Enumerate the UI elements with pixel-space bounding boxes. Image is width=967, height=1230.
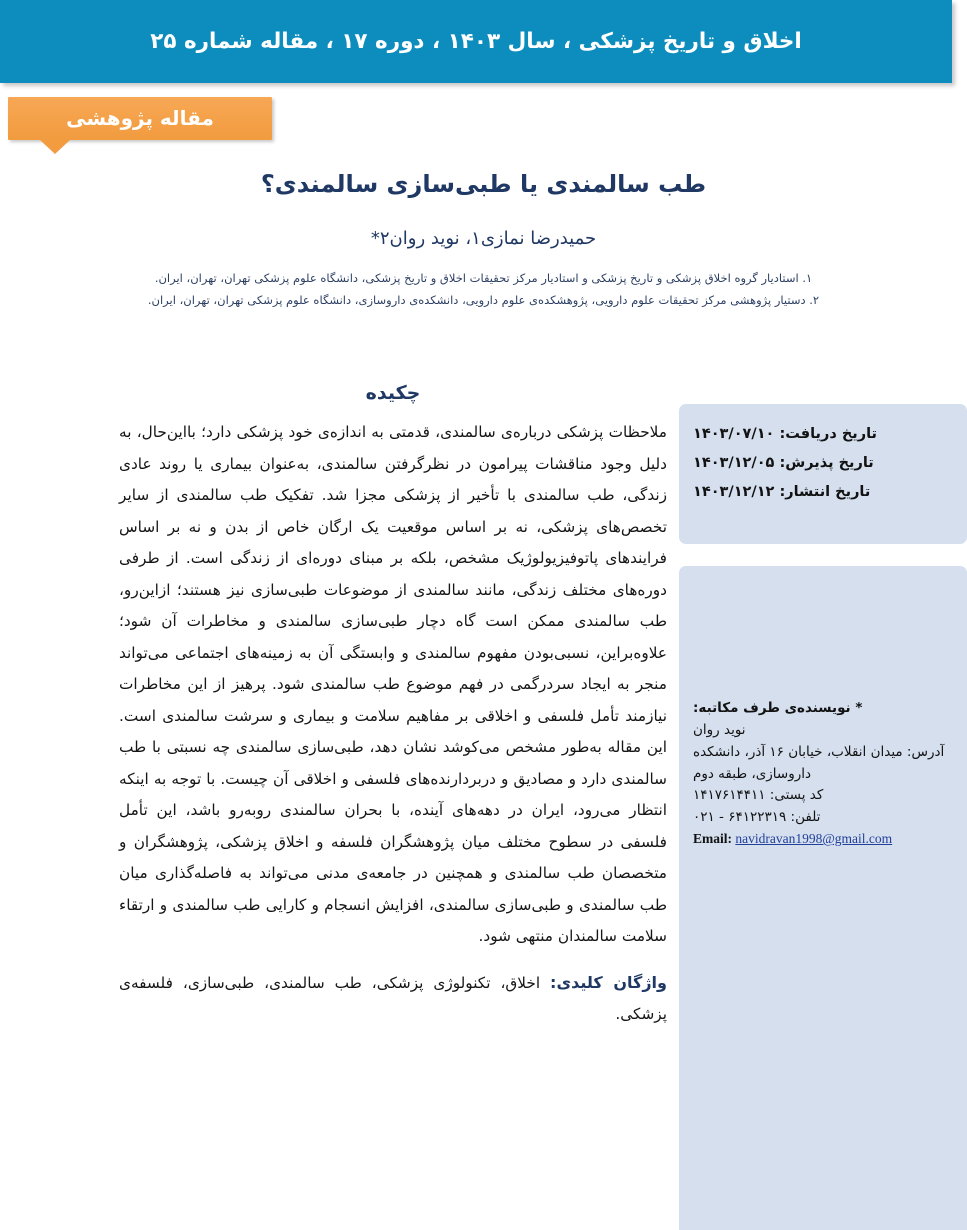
keywords-label: واژگان کلیدی: [550,972,667,992]
corresponding-author-name: نوید روان [693,721,746,738]
correspondence-panel [679,566,967,1230]
keywords-list: اخلاق، تکنولوژی پزشکی، طب سالمندی، طبی‌سازی، فلسفه‌ی پزشکی. [119,973,667,1024]
date-received: تاریخ دریافت: ۱۴۰۳/۰۷/۱۰ [693,426,877,442]
article-type-badge [8,97,272,140]
date-published: تاریخ انتشار: ۱۴۰۳/۱۲/۱۲ [693,484,871,500]
title-block [0,170,967,312]
abstract-heading: چکیده [365,382,421,404]
corresponding-address-line-2: داروسازی، طبقه دوم [693,765,812,782]
date-accepted: تاریخ پذیرش: ۱۴۰۳/۱۲/۰۵ [693,455,874,471]
author-list: حمیدرضا نمازی۱، نوید روان۲* [370,228,597,249]
badge-tail-triangle [40,140,70,154]
affiliation-2: ۲. دستیار پژوهشی مرکز تحقیقات علوم دارویی، پژوهشکده‌ی علوم دارویی، دانشکده‌ی داروسازی، دانشگاه علوم پزشکی تهران، تهران، ایران. [147,293,820,308]
affiliation-1: ۱. استادیار گروه اخلاق پزشکی و تاریخ پزشکی و استادیار مرکز تحقیقات اخلاق و تاریخ پزشکی، دانشگاه علوم پزشکی تهران، تهران، ایران. [154,271,813,285]
keywords-row [119,967,667,1031]
corresponding-address-line-1: آدرس: میدان انقلاب، خیابان ۱۶ آذر، دانشکده [693,743,945,760]
corresponding-phone: تلفن: ۶۴۱۲۲۳۱۹ - ۰۲۱ [693,809,821,826]
journal-header-text: اخلاق و تاریخ پزشکی ، سال ۱۴۰۳ ، دوره ۱۷ ، مقاله شماره ۲۵ [150,28,802,54]
journal-header-banner [0,0,952,83]
corresponding-postal-code: کد پستی: ۱۴۱۷۶۱۴۴۱۱ [693,787,824,804]
corresponding-email-row [693,831,947,847]
article-type-label: مقاله پژوهشی [8,97,272,140]
email-link[interactable]: navidravan1998@gmail.com [735,831,893,847]
article-title: طب سالمندی یا طبی‌سازی سالمندی؟ [260,170,707,198]
corresponding-author-heading: * نویسنده‌ی طرف مکاتبه: [693,700,863,716]
dates-panel [679,404,967,544]
email-label: Email: [693,831,732,847]
abstract-body-text: ملاحظات پزشکی درباره‌ی سالمندی، قدمتی به اندازه‌ی خود پزشکی دارد؛ بااین‌حال، به دلیل وجود مناقشات پیرامون در نظرگرفتن سالمندی، به‌عنوان بیماری یا روند عادی زندگی، طب سالمندی با تأخیر از پزشکی مجزا شد. تفکیک طب سالمندی از سایر تخصص‌های پزشکی، نه بر اساس موقعیت یک ارگان خاص از بدن و نه بر اساس فرایندهای پاتوفیزیولوژیک مشخص، بلکه بر مبنای دوره‌ای از زندگی است. از طرفی دوره‌های مختلف زندگی، مانند سالمندی از موضوعات طبی‌سازی نیز هستند؛ ازاین‌رو، طب سالمندی ممکن است گاه دچار طبی‌سازی سالمندی و مخاطرات آن شود؛ علاوه‌براین، نسبی‌بودن مفهوم سالمندی و وابستگی آن به زمینه‌های اجتماعی می‌تواند منجر به ایجاد سردرگمی در فهم موضوع طب سالمندی شود. پرهیز از این مخاطرات نیازمند تأمل فلسفی و اخلاقی بر مفاهیم سلامت و بیماری و سرشت سالمندی است. این مقاله به‌طور مشخص می‌کوشد نشان دهد، طبی‌سازی سالمندی چه نسبتی با طب سالمندی دارد و مصادیق و دربردارنده‌های فلسفی و اخلاقی آن چیست. با توجه به اینکه انتظار می‌رود، ایران در دهه‌های آینده، با بحران سالمندی روبه‌رو باشد، این تأمل فلسفی در سطوح مختلف میان پژوهشگران فلسفه و اخلاق پزشکی، پژوهشگران و متخصصان طب سالمندی و همچنین در جامعه‌ی مدنی می‌تواند به فاصله‌گذاری میان طب سالمندی و طبی‌سازی سالمندی، افزایش انسجام و کارایی طب سالمندی و ارتقاء سلامت سالمندان منتهی شود. [119,423,667,945]
abstract-section [119,382,667,1031]
metadata-sidebar [679,404,967,1230]
